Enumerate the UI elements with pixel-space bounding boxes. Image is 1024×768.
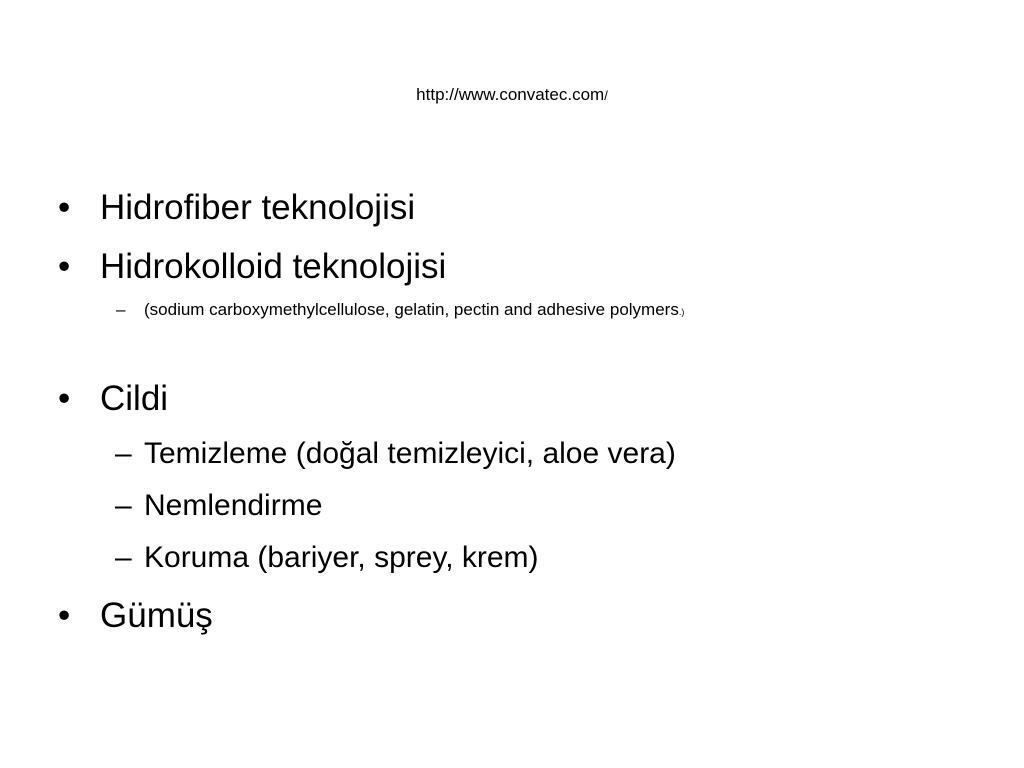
dash-marker: –	[115, 541, 132, 574]
bullet-text: Cildi	[100, 379, 169, 418]
dash-marker: –	[116, 300, 126, 319]
dash-marker: –	[115, 489, 132, 522]
sub-bullet-text	[144, 299, 684, 323]
bullet-marker: •	[58, 247, 71, 286]
bullet-marker: •	[58, 188, 71, 227]
bullet-marker: •	[58, 379, 71, 418]
dash-marker: –	[115, 437, 132, 470]
sub-bullet-main: (sodium carboxymethylcellulose, gelatin, pectin and adhesive polymers	[144, 300, 679, 319]
bullet-text: Hidrofiber teknolojisi	[100, 188, 416, 227]
sub-bullet-text: Nemlendirme	[144, 489, 323, 522]
bullet-text: Hidrokolloid teknolojisi	[100, 247, 447, 286]
title-url: http://www.convatec.com	[416, 85, 605, 104]
sub-bullet-suffix: .)	[678, 307, 685, 317]
sub-bullet-text: Koruma (bariyer, sprey, krem)	[144, 541, 539, 574]
bullet-marker: •	[58, 596, 71, 635]
slide-title	[0, 84, 1024, 107]
title-slash: /	[604, 88, 608, 103]
bullet-text: Gümüş	[100, 596, 213, 635]
sub-bullet-text: Temizleme (doğal temizleyici, aloe vera)	[144, 437, 676, 470]
